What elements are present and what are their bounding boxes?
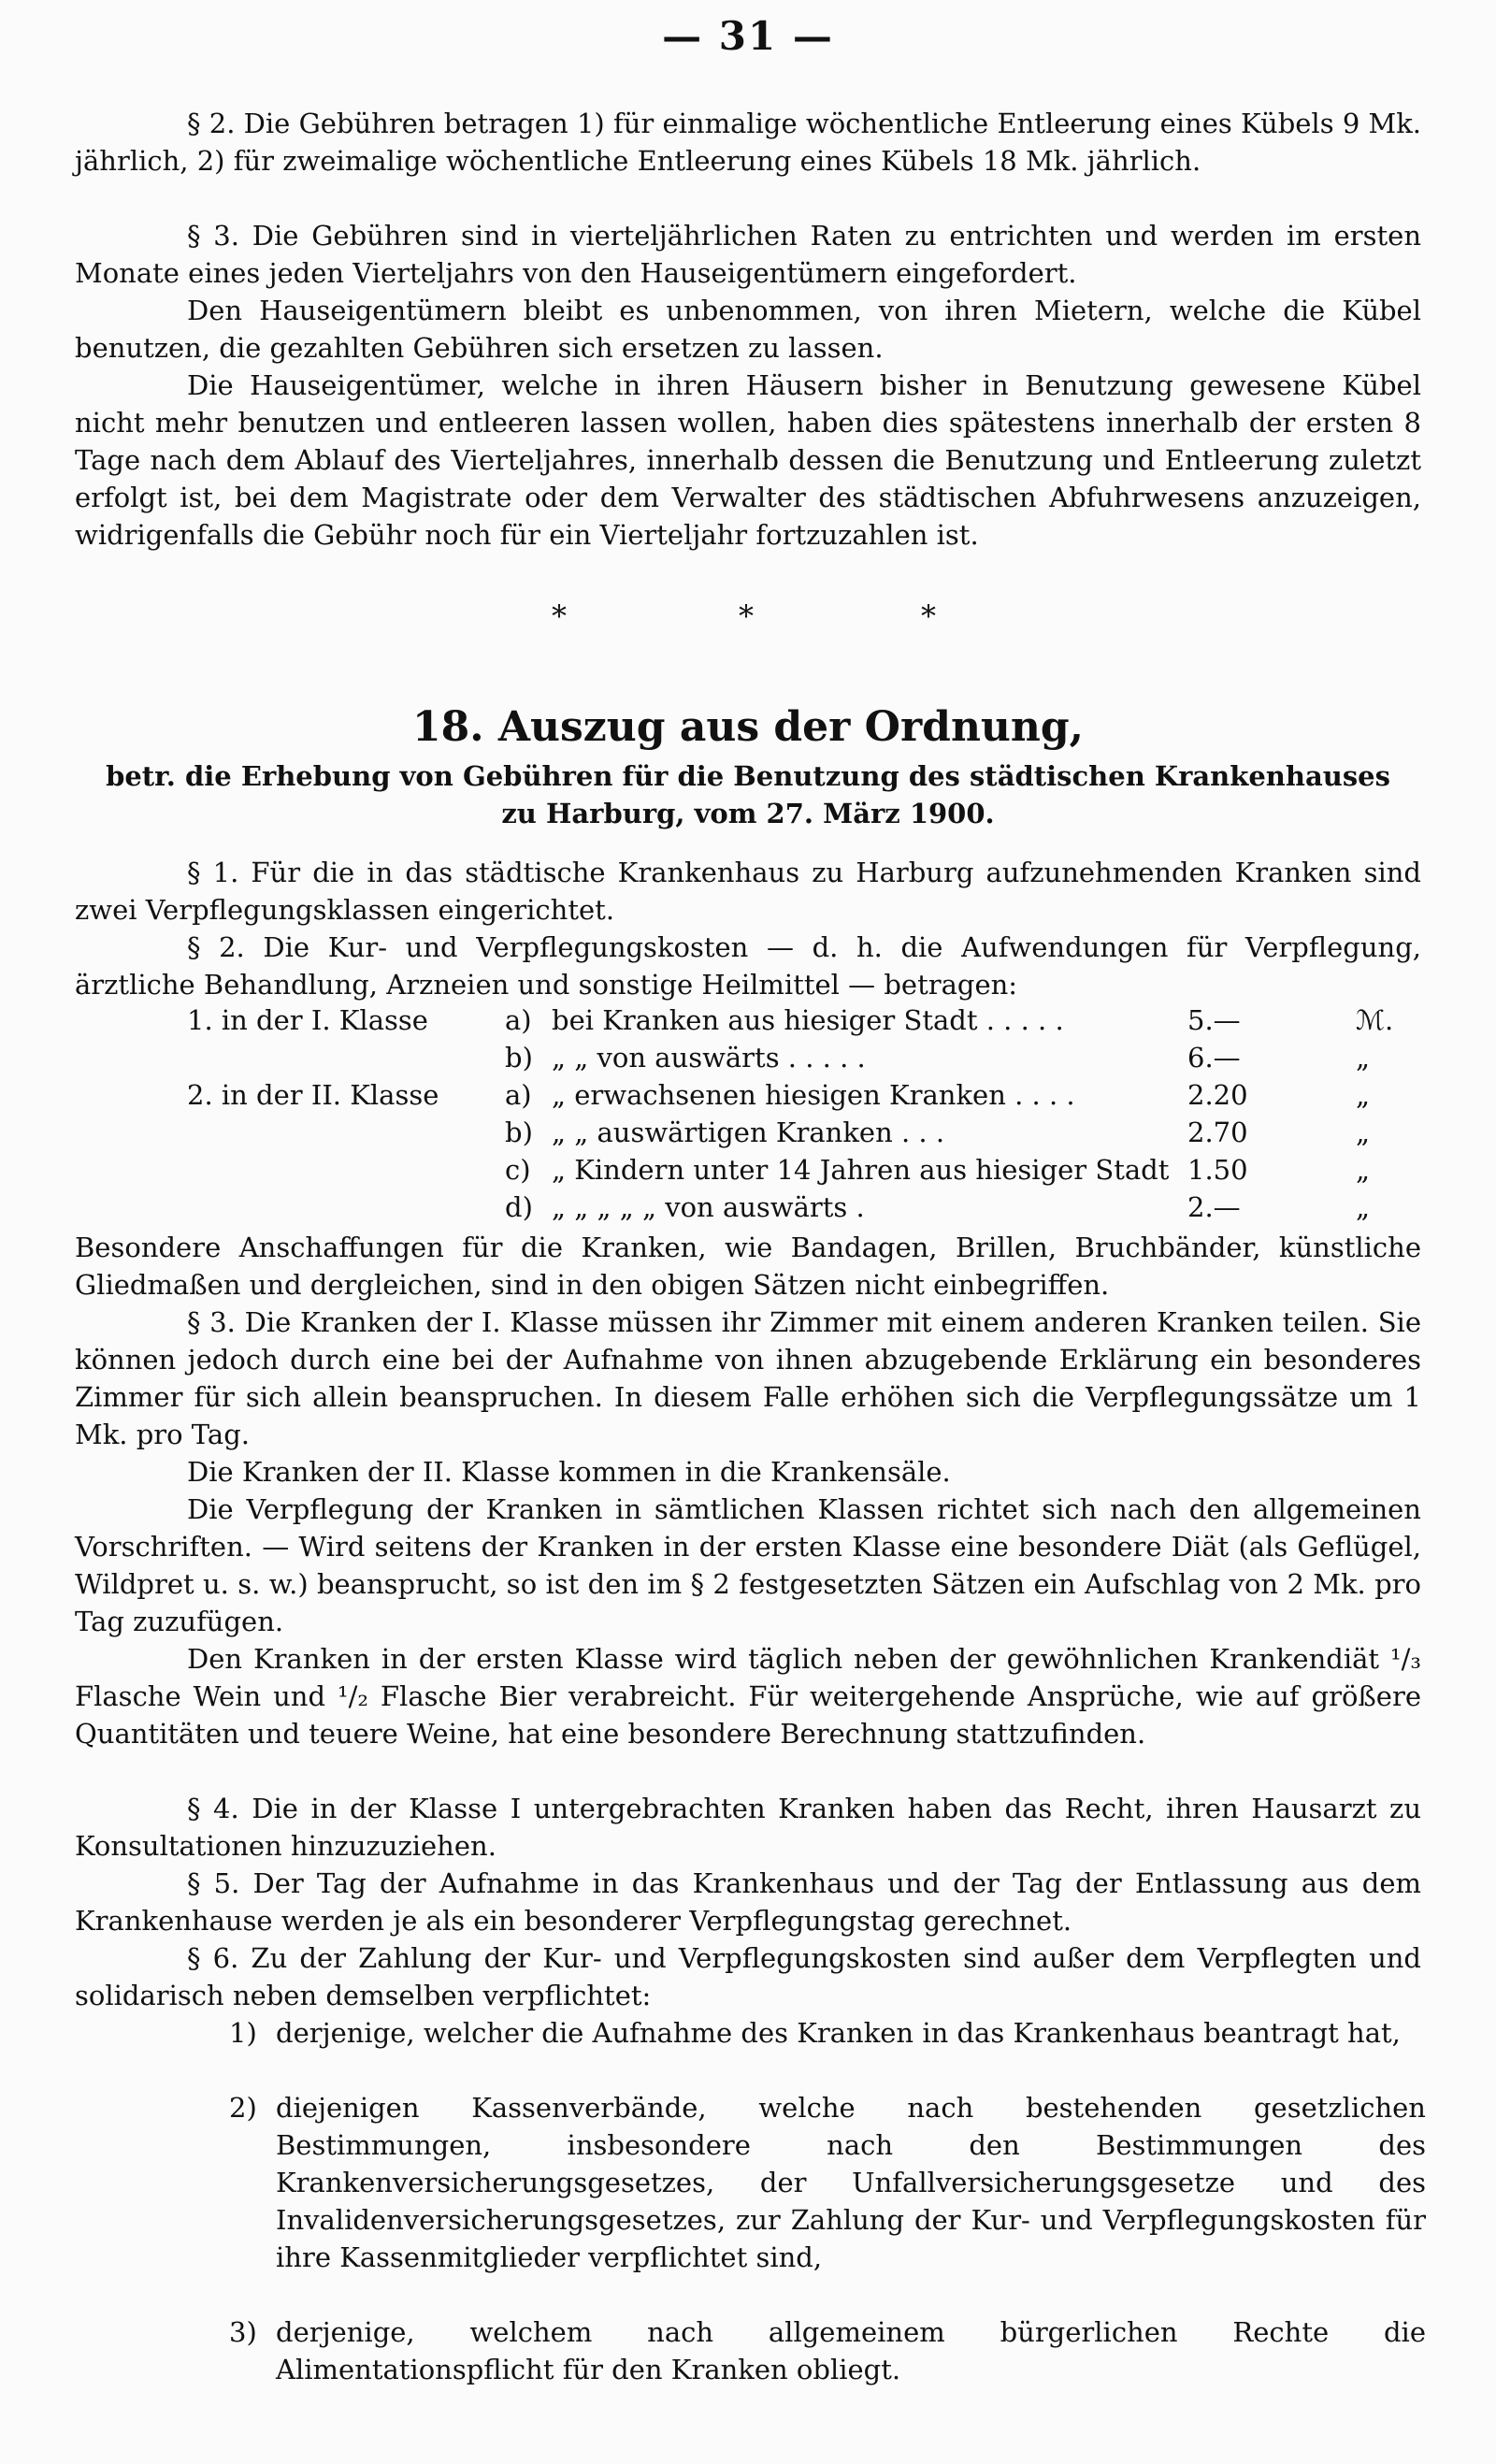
rate-sub: a): [505, 1004, 532, 1036]
rate-amount: 1.50: [1187, 1154, 1248, 1186]
rate-desc: „ „ „ „ „ von auswärts .: [552, 1191, 865, 1223]
list-item-text: derjenige, welcher die Aufnahme des Kranken in das Krankenhaus beantragt hat,: [276, 2017, 1401, 2049]
rate-class: 1. in der I. Klasse: [187, 1004, 428, 1036]
rate-desc: „ „ auswärtigen Kranken . . .: [552, 1117, 945, 1148]
rate-class: 2. in der II. Klasse: [187, 1079, 439, 1111]
list-item: [229, 2313, 1426, 2388]
list-item-text: diejenigen Kassenverbände, welche nach bestehenden gesetzlichen Bestimmungen, insbesondere nach den Bestimmungen des Krankenversicherungsgesetzes, der Unfallversicherungsgesetze und des Invalidenversicherungsgesetzes, zur Zahlung der Kur- und Verpflegungskosten für ihre Kassenmitglieder verpflichtet sind,: [276, 2092, 1426, 2273]
rate-sub: b): [505, 1042, 533, 1073]
paragraph-quarterly-rates: § 3. Die Gebühren sind in vierteljährlichen Raten zu entrichten und werden im ersten Monate eines jeden Vierteljahrs von den Hauseigentümern eingefordert.: [75, 220, 1421, 289]
rate-row: [187, 1191, 1402, 1229]
separator-star: *: [921, 598, 936, 634]
rate-unit: ℳ.: [1356, 1004, 1394, 1036]
rate-desc: „ erwachsenen hiesigen Kranken . . . .: [552, 1079, 1075, 1111]
paragraph-tenant-reimbursement: Den Hauseigentümern bleibt es unbenommen, von ihren Mietern, welche die Kübel benutzen, die gezahlten Gebühren sich ersetzen zu lassen.: [75, 295, 1421, 364]
rate-amount: 2.20: [1187, 1079, 1248, 1111]
paragraph-special-purchases: Besondere Anschaffungen für die Kranken, wie Bandagen, Brillen, Bruchbänder, künstliche Gliedmaßen und dergleichen, sind in den obigen Sätzen nicht einbegriffen.: [75, 1232, 1421, 1301]
rate-unit: „: [1356, 1191, 1371, 1223]
rate-unit: „: [1356, 1154, 1371, 1186]
paragraph-special-diet: Die Verpflegung der Kranken in sämtlichen Klassen richtet sich nach den allgemeinen Vorschriften. — Wird seitens der Kranken in der ersten Klasse eine besondere Diät (als Geflügel, Wildpret u. s. w.) beansprucht, so ist den im § 2 festgesetzten Sätzen ein Aufschlag von 2 Mk. pro Tag zuzufügen.: [75, 1493, 1421, 1637]
paragraph-deregistration: Die Hauseigentümer, welche in ihren Häusern bisher in Benutzung gewesene Kübel nicht mehr benutzen und entleeren lassen wollen, haben dies spätestens innerhalb der ersten 8 Tage nach dem Ablauf des Vierteljahres, innerhalb dessen die Benutzung und Entleerung zuletzt erfolgt ist, bei dem Magistrate oder dem Verwalter des städtischen Abfuhrwesens anzuzeigen, widrigenfalls die Gebühr noch für ein Vierteljahr fortzuzahlen ist.: [75, 369, 1421, 551]
list-item-number: 3): [229, 2316, 257, 2348]
rate-sub: b): [505, 1117, 533, 1148]
rate-amount: 6.—: [1187, 1042, 1241, 1073]
separator-star: *: [552, 598, 567, 634]
rate-desc: „ Kindern unter 14 Jahren aus hiesiger Stadt: [552, 1154, 1170, 1186]
rate-sub: a): [505, 1079, 532, 1111]
rate-row: [187, 1079, 1402, 1117]
rate-unit: „: [1356, 1117, 1371, 1148]
rate-row: [187, 1042, 1402, 1079]
page-number: — 31 —: [662, 13, 834, 59]
rate-desc: bei Kranken aus hiesiger Stadt . . . . .: [552, 1004, 1064, 1036]
list-item: [229, 2014, 1426, 2052]
list-item-number: 2): [229, 2092, 257, 2124]
rate-sub: c): [505, 1154, 531, 1186]
section-subtitle-line2: zu Harburg, vom 27. März 1900.: [501, 798, 995, 829]
rate-row: [187, 1117, 1402, 1154]
paragraph-kuebel-fees: § 2. Die Gebühren betragen 1) für einmalige wöchentliche Entleerung eines Kübels 9 Mk. jährlich, 2) für zweimalige wöchentliche Entleerung eines Kübels 18 Mk. jährlich.: [75, 108, 1421, 177]
rate-desc: „ „ von auswärts . . . . .: [552, 1042, 866, 1073]
rate-amount: 5.—: [1187, 1004, 1241, 1036]
section-heading: 18. Auszug aus der Ordnung,: [411, 703, 1084, 751]
rates-table: [187, 1004, 1402, 1229]
rate-unit: „: [1356, 1079, 1371, 1111]
separator-star: *: [739, 598, 754, 634]
rate-row: [187, 1004, 1402, 1042]
paragraph-house-doctor: § 4. Die in der Klasse I untergebrachten Kranken haben das Recht, ihren Hausarzt zu Konsultationen hinzuzuziehen.: [75, 1793, 1421, 1862]
list-item-number: 1): [229, 2017, 257, 2049]
paragraph-care-classes: § 1. Für die in das städtische Krankenhaus zu Harburg aufzunehmenden Kranken sind zwei Verpflegungsklassen eingerichtet.: [75, 857, 1421, 926]
rate-unit: „: [1356, 1042, 1371, 1073]
paragraph-wine-beer: Den Kranken in der ersten Klasse wird täglich neben der gewöhnlichen Krankendiät ¹/₃ Flasche Wein und ¹/₂ Flasche Bier verabreicht. Für weitergehende Ansprüche, wie auf größere Quantitäten und teuere Weine, hat eine besondere Berechnung stattzufinden.: [75, 1643, 1421, 1750]
paragraph-payment-obligation: § 6. Zu der Zahlung der Kur- und Verpflegungskosten sind außer dem Verpflegten und solidarisch neben demselben verpflichtet:: [75, 1942, 1421, 2011]
rate-amount: 2.70: [1187, 1117, 1248, 1148]
rate-amount: 2.—: [1187, 1191, 1241, 1223]
paragraph-cost-intro: § 2. Die Kur- und Verpflegungskosten — d. h. die Aufwendungen für Verpflegung, ärztliche Behandlung, Arzneien und sonstige Heilmittel — betragen:: [75, 931, 1421, 1001]
paragraph-admission-day: § 5. Der Tag der Aufnahme in das Krankenhaus und der Tag der Entlassung aus dem Krankenhause werden je als ein besonderer Verpflegungstag gerechnet.: [75, 1867, 1421, 1937]
paragraph-shared-rooms: § 3. Die Kranken der I. Klasse müssen ihr Zimmer mit einem anderen Kranken teilen. Sie können jedoch durch eine bei der Aufnahme von ihnen abzugebende Erklärung ein besonderes Zimmer für sich allein beanspruchen. In diesem Falle erhöhen sich die Verpflegungssätze um 1 Mk. pro Tag.: [75, 1306, 1421, 1450]
section-subtitle-line1: betr. die Erhebung von Gebühren für die Benutzung des städtischen Krankenhauses: [106, 760, 1390, 792]
paragraph-class-two-wards: Die Kranken der II. Klasse kommen in die Krankensäle.: [187, 1456, 951, 1488]
list-item-text: derjenige, welchem nach allgemeinem bürgerlichen Rechte die Alimentationspflicht für den Kranken obliegt.: [276, 2316, 1426, 2385]
list-item: [229, 2089, 1426, 2276]
rate-row: [187, 1154, 1402, 1191]
rate-sub: d): [505, 1191, 533, 1223]
